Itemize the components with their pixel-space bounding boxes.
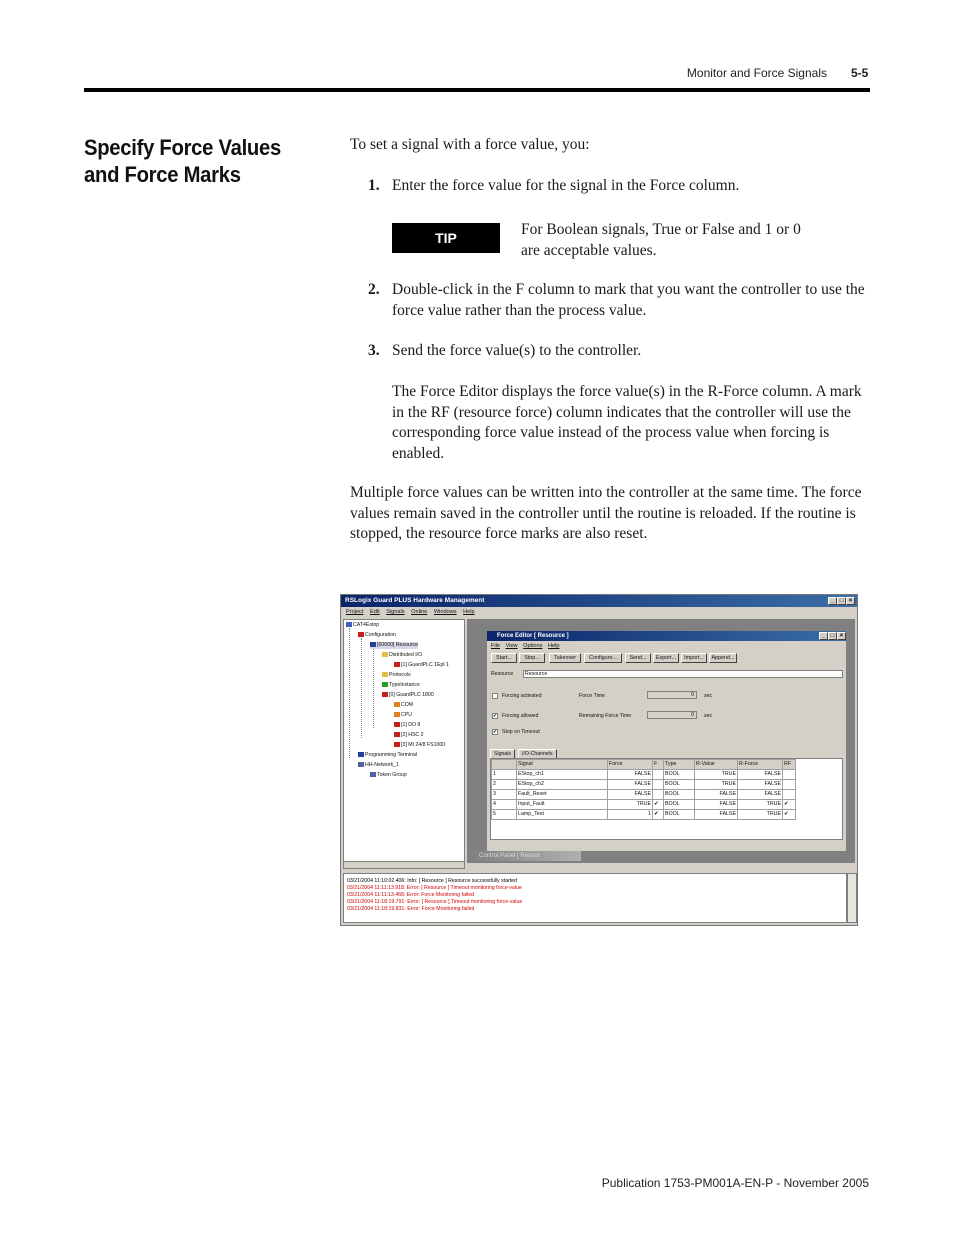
minimize-button[interactable]: _ xyxy=(828,597,837,605)
cell xyxy=(783,790,796,800)
cell xyxy=(783,770,796,780)
tree-item[interactable]: Programming Terminal xyxy=(358,752,417,759)
running-header: Monitor and Force Signals xyxy=(686,66,827,80)
cell: TRUE xyxy=(695,770,738,780)
menu-edit[interactable]: Edit xyxy=(369,609,380,615)
fe-maximize-button[interactable]: □ xyxy=(828,632,837,640)
force-editor-titlebar: Force Editor [ Resource ] _ □ × xyxy=(487,631,846,641)
step-2-text: Double-click in the F column to mark that you want the controller to use the force value rather than the process value. xyxy=(392,281,865,319)
project-icon xyxy=(346,622,352,627)
configuration-icon xyxy=(358,632,364,637)
module-icon xyxy=(394,742,400,747)
tree-item[interactable]: [1] DO 8 xyxy=(394,722,420,729)
tree-item[interactable]: COM xyxy=(394,702,413,709)
forcing-allowed-label: Forcing allowed xyxy=(502,713,539,719)
cell: FALSE xyxy=(695,810,738,820)
tree-item[interactable]: CAT4Estop xyxy=(346,622,379,629)
table-row[interactable] xyxy=(492,770,796,780)
cell: 4 xyxy=(492,800,517,810)
cell[interactable]: 1 xyxy=(608,810,653,820)
table-row[interactable] xyxy=(492,780,796,790)
typeinstance-icon xyxy=(382,682,388,687)
app-title: RSLogix Guard PLUS Hardware Management xyxy=(345,597,485,604)
menu-help[interactable]: Help xyxy=(463,609,475,615)
step-3-paragraph: The Force Editor displays the force value(s) in the R-Force column. A mark in the RF (resource force) column indicates that the controller will use the corresponding force value instead of the process value when forcing is enabled. xyxy=(392,383,862,462)
takeover-button[interactable]: Takeover xyxy=(549,653,581,663)
tip-text: For Boolean signals, True or False and 1 or 0 are acceptable values. xyxy=(521,221,801,259)
module-icon xyxy=(394,712,400,717)
cell: TRUE xyxy=(738,800,783,810)
cell[interactable]: Fault_Reset xyxy=(517,790,608,800)
col-header[interactable]: F xyxy=(653,760,664,770)
folder-icon xyxy=(382,652,388,657)
fe-menu-file[interactable]: File xyxy=(491,643,501,649)
cell: FALSE xyxy=(695,790,738,800)
cell[interactable]: EStop_ch2 xyxy=(517,780,608,790)
table-header-row xyxy=(492,760,796,770)
log-line: 03/21/2004 11:11:13.468: Error: Force Monitoring failed xyxy=(347,892,474,898)
col-header[interactable]: Type xyxy=(664,760,695,770)
cell[interactable] xyxy=(653,770,664,780)
cell: 2 xyxy=(492,780,517,790)
force-editor-window xyxy=(486,630,847,852)
fe-menu-options[interactable]: Options xyxy=(523,643,543,649)
append-button[interactable]: Append... xyxy=(709,653,737,663)
section-title: Specify Force Values and Force Marks xyxy=(84,135,281,187)
cell: FALSE xyxy=(738,770,783,780)
fe-menu-help[interactable]: Help xyxy=(548,643,560,649)
tree-item[interactable]: TypeInstance xyxy=(382,682,420,689)
forcing-allowed-checkbox[interactable]: ✔ xyxy=(493,713,498,719)
cell[interactable] xyxy=(653,780,664,790)
col-header[interactable]: Signal xyxy=(517,760,608,770)
terminal-icon xyxy=(358,752,364,757)
app-menubar xyxy=(341,607,857,617)
force-editor-menubar xyxy=(487,642,846,651)
tree-item[interactable]: [2] HSC 2 xyxy=(394,732,424,739)
cell[interactable]: FALSE xyxy=(608,780,653,790)
tree-item-selected[interactable]: [60000] Resource xyxy=(370,642,418,649)
cell[interactable] xyxy=(653,790,664,800)
configure-button[interactable]: Configure... xyxy=(584,653,622,663)
tab-signals[interactable]: Signals xyxy=(490,749,515,758)
cell: BOOL xyxy=(664,810,695,820)
tree-item[interactable]: [1] GuardPLC 1Epl 1 xyxy=(394,662,449,669)
tree-item[interactable]: Protocols xyxy=(382,672,411,679)
force-time-unit: sec xyxy=(704,693,713,699)
stop-on-timeout-label: Stop on Timeout xyxy=(502,729,540,735)
module-icon xyxy=(394,732,400,737)
cell: BOOL xyxy=(664,790,695,800)
device-icon xyxy=(394,662,400,667)
force-mark-checkmark[interactable]: ✔ xyxy=(653,800,664,810)
remaining-time-field[interactable]: 0 xyxy=(647,711,697,719)
page-number: 5-5 xyxy=(851,66,869,80)
export-button[interactable]: Export... xyxy=(653,653,679,663)
cell[interactable]: Input_Fault xyxy=(517,800,608,810)
col-header[interactable]: Force xyxy=(608,760,653,770)
menu-signals[interactable]: Signals xyxy=(386,609,405,615)
cell[interactable]: FALSE xyxy=(608,770,653,780)
tree-item[interactable]: Token Group xyxy=(370,772,407,779)
cell: 1 xyxy=(492,770,517,780)
start-button[interactable]: Start... xyxy=(491,653,517,663)
table-row[interactable] xyxy=(492,810,796,820)
force-mark-checkmark[interactable]: ✔ xyxy=(653,810,664,820)
import-button[interactable]: Import... xyxy=(681,653,707,663)
intro-text: To set a signal with a force value, you: xyxy=(350,136,590,153)
tree-item[interactable]: [3] MI 24/8 FS1000 xyxy=(394,742,445,749)
plc-icon xyxy=(382,692,388,697)
maximize-button[interactable]: □ xyxy=(837,597,846,605)
tree-item[interactable]: [0] GuardPLC 1800 xyxy=(382,692,434,699)
remaining-time-label: Remaining Force Time xyxy=(579,713,632,719)
cell: FALSE xyxy=(738,780,783,790)
table-row[interactable] xyxy=(492,790,796,800)
step-1-text: Enter the force value for the signal in the Force column. xyxy=(392,177,740,194)
tree-item[interactable]: CPU xyxy=(394,712,412,719)
tab-io-channels[interactable]: I/O-Channels xyxy=(518,749,557,758)
stop-button[interactable]: Stop... xyxy=(519,653,545,663)
resource-force-checkmark: ✔ xyxy=(783,810,796,820)
tip-badge: TIP xyxy=(392,223,500,253)
module-icon xyxy=(394,722,400,727)
cell[interactable]: TRUE xyxy=(608,800,653,810)
module-icon xyxy=(394,702,400,707)
col-header xyxy=(492,760,517,770)
minimized-control-panel[interactable]: Control Panel [ Resour xyxy=(469,851,581,861)
step-3-number: 3. xyxy=(368,342,380,359)
tree-item[interactable]: Configuration xyxy=(358,632,396,639)
forcing-activated-checkbox[interactable] xyxy=(492,693,498,699)
fe-minimize-button[interactable]: _ xyxy=(819,632,828,640)
step-2-number: 2. xyxy=(368,281,380,298)
col-header[interactable]: RF xyxy=(783,760,796,770)
cell: FALSE xyxy=(695,800,738,810)
cell: TRUE xyxy=(738,810,783,820)
resource-label: Resource xyxy=(491,671,514,677)
log-line: 03/21/2004 11:18:19.791: Error: [ Resource ] Timeout monitoring force-value xyxy=(347,899,523,905)
cell: BOOL xyxy=(664,770,695,780)
publication-footer: Publication 1753-PM001A-EN-P - November 2005 xyxy=(601,1176,869,1190)
cell: BOOL xyxy=(664,800,695,810)
signals-grid xyxy=(490,758,843,840)
menu-windows[interactable]: Windows xyxy=(433,609,457,615)
network-icon xyxy=(358,762,364,767)
table-row[interactable] xyxy=(492,800,796,810)
cell[interactable]: EStop_ch1 xyxy=(517,770,608,780)
cell[interactable]: Lamp_Test xyxy=(517,810,608,820)
signals-table xyxy=(491,759,796,820)
app-titlebar xyxy=(341,595,857,607)
cell: 5 xyxy=(492,810,517,820)
cell: TRUE xyxy=(695,780,738,790)
fe-close-button[interactable]: × xyxy=(837,632,846,640)
menu-project[interactable]: Project xyxy=(346,609,364,615)
hardware-management-screenshot xyxy=(340,594,858,926)
resource-icon xyxy=(370,642,376,647)
force-time-label: Force Time xyxy=(579,693,605,699)
fe-menu-view[interactable]: View xyxy=(505,643,518,649)
step-3-text: Send the force value(s) to the controller. xyxy=(392,342,642,359)
log-line: 03/21/2004 11:11:13.918: Error: [ Resource ] Timeout monitoring force-value xyxy=(347,885,522,891)
project-tree xyxy=(343,619,465,863)
cell xyxy=(783,780,796,790)
col-header[interactable]: R-Force xyxy=(738,760,783,770)
token-group-icon xyxy=(370,772,376,777)
multiple-force-paragraph: Multiple force values can be written into the controller at the same time. The force values remain saved in the controller until the routine is reloaded. If the routine is stopped, the resource force marks are also reset. xyxy=(350,484,862,542)
log-line: 03/21/2004 11:18:19.831: Error: Force Monitoring failed xyxy=(347,906,475,912)
stop-on-timeout-checkbox[interactable]: ✔ xyxy=(493,729,498,735)
tree-scrollbar[interactable] xyxy=(343,861,465,869)
resource-field[interactable]: Resource xyxy=(523,670,843,678)
send-button[interactable]: Send... xyxy=(625,653,651,663)
message-log xyxy=(343,873,847,923)
cell: FALSE xyxy=(738,790,783,800)
cell[interactable]: FALSE xyxy=(608,790,653,800)
folder-icon xyxy=(382,672,388,677)
close-button[interactable]: × xyxy=(846,597,855,605)
step-1-number: 1. xyxy=(368,177,380,194)
cell: 3 xyxy=(492,790,517,800)
cell: BOOL xyxy=(664,780,695,790)
tree-item[interactable]: HH-Network_1 xyxy=(358,762,399,769)
col-header[interactable]: R-Value xyxy=(695,760,738,770)
force-time-field[interactable]: 0 xyxy=(647,691,697,699)
forcing-activated-label: Forcing activated xyxy=(502,693,542,699)
tree-item[interactable]: Distributed I/O xyxy=(382,652,422,659)
log-line: 03/21/2004 11:10:02.406: Info: [ Resource ] Resource successfully started xyxy=(347,878,518,884)
remaining-time-unit: sec xyxy=(704,713,713,719)
menu-online[interactable]: Online xyxy=(411,609,428,615)
resource-force-checkmark: ✔ xyxy=(783,800,796,810)
header-rule xyxy=(84,88,870,92)
log-scrollbar[interactable] xyxy=(847,873,857,923)
